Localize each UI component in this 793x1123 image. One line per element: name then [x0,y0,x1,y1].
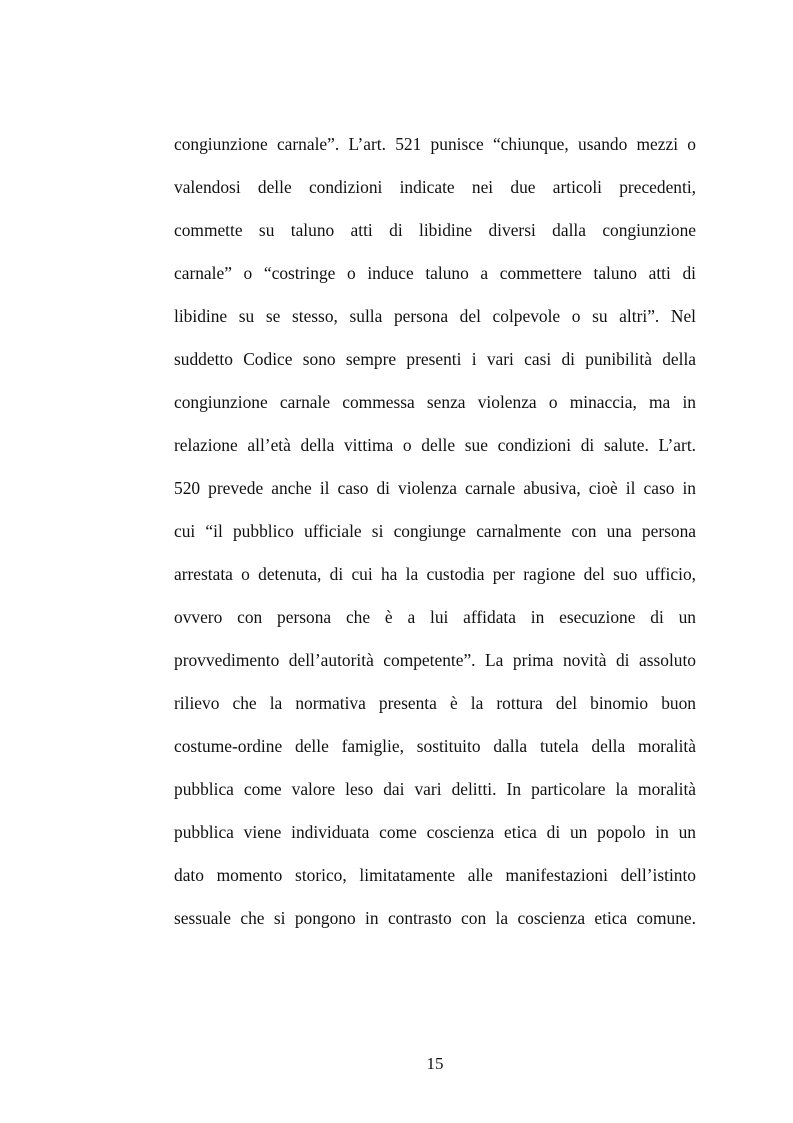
text-line-10: cui “il pubblico ufficiale si congiunge carnalmente con una persona [174,521,696,541]
text-line-19: sessuale che si pongono in contrasto con la coscienza etica comune. [174,908,696,928]
text-line-3: commette su taluno atti di libidine diversi dalla congiunzione [174,220,696,240]
text-line-5: libidine su se stesso, sulla persona del colpevole o su altri”. Nel [174,306,696,326]
text-line-2: valendosi delle condizioni indicate nei due articoli precedenti, [174,177,696,197]
text-line-9: 520 prevede anche il caso di violenza carnale abusiva, cioè il caso in [174,478,696,498]
text-line-6: suddetto Codice sono sempre presenti i vari casi di punibilità della [174,349,696,369]
text-line-8: relazione all’età della vittima o delle sue condizioni di salute. L’art. [174,435,696,455]
text-line-17: pubblica viene individuata come coscienza etica di un popolo in un [174,822,696,842]
text-line-14: rilievo che la normativa presenta è la rottura del binomio buon [174,693,696,713]
text-line-16: pubblica come valore leso dai vari delitti. In particolare la moralità [174,779,696,799]
text-line-15: costume-ordine delle famiglie, sostituito dalla tutela della moralità [174,736,696,756]
text-line-1: congiunzione carnale”. L’art. 521 punisce “chiunque, usando mezzi o [174,134,696,154]
text-line-13: provvedimento dell’autorità competente”. La prima novità di assoluto [174,650,696,670]
page-number: 15 [426,1054,444,1073]
body-paragraph [174,124,696,941]
text-line-12: ovvero con persona che è a lui affidata in esecuzione di un [174,607,696,627]
text-line-18: dato momento storico, limitatamente alle manifestazioni dell’istinto [174,865,696,885]
text-line-11: arrestata o detenuta, di cui ha la custodia per ragione del suo ufficio, [174,564,696,584]
text-line-4: carnale” o “costringe o induce taluno a commettere taluno atti di [174,263,696,283]
text-line-7: congiunzione carnale commessa senza violenza o minaccia, ma in [174,392,696,412]
